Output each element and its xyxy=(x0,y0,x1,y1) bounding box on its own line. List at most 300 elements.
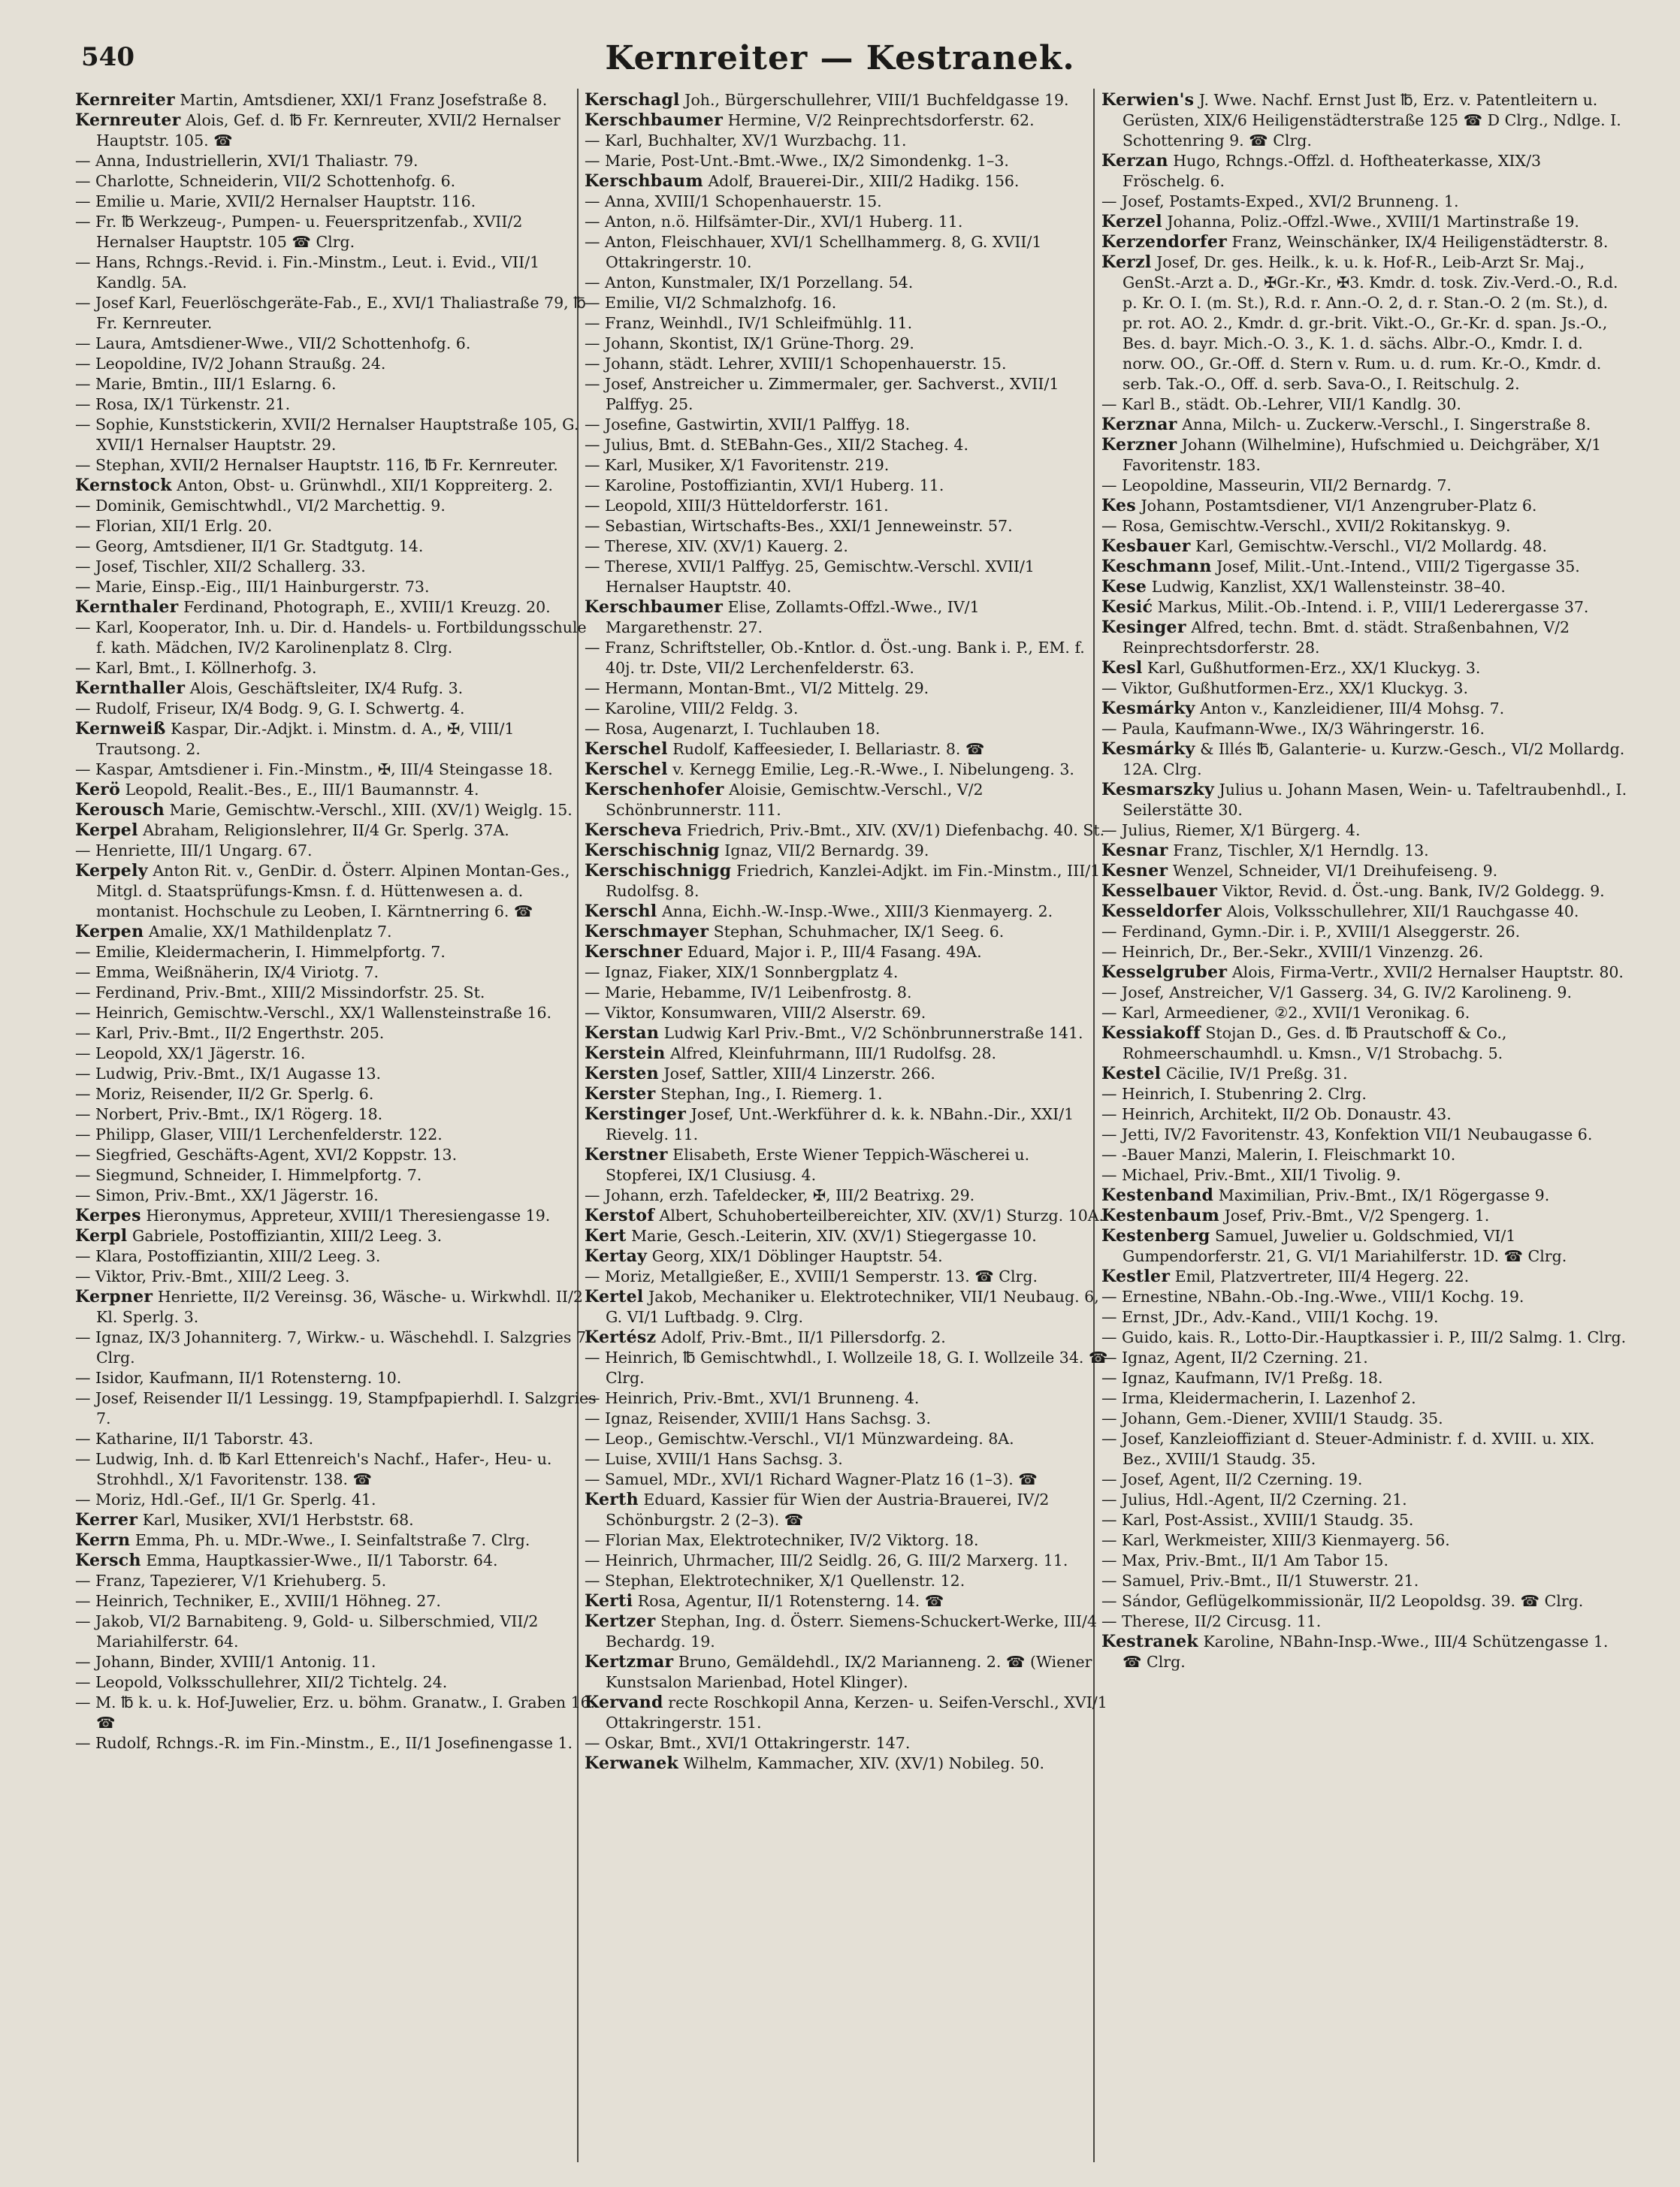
directory-entry xyxy=(585,1206,1110,1226)
directory-entry xyxy=(1101,962,1627,983)
directory-entry xyxy=(75,577,601,597)
entry-text: — Johann, erzh. Tafeldecker, ✠, III/2 Beatrixg. 29. xyxy=(585,1186,975,1204)
directory-entry xyxy=(585,1044,1110,1064)
directory-entry xyxy=(1101,1348,1627,1368)
entry-surname: Kerschbaumer xyxy=(585,597,724,617)
entry-text: — Josef, Anstreicher, V/1 Gasserg. 34, G. IV/2 Karolineng. 9. xyxy=(1101,983,1572,1001)
entry-text: — Julius, Bmt. d. StEBahn-Ges., XII/2 Stacheg. 4. xyxy=(585,436,968,454)
entry-surname: Kesinger xyxy=(1101,618,1186,637)
directory-entry xyxy=(585,415,1110,435)
directory-entry xyxy=(1101,192,1627,212)
entry-surname: Kerpely xyxy=(75,861,148,881)
entry-surname: Kerstein xyxy=(585,1044,666,1063)
entry-surname: Kestler xyxy=(1101,1267,1171,1286)
directory-entry xyxy=(1101,212,1627,232)
entry-text: — Ferdinand, Priv.-Bmt., XIII/2 Missindorfstr. 25. St. xyxy=(75,983,485,1001)
directory-entry xyxy=(585,739,1110,760)
entry-text: — Therese, II/2 Circusg. 11. xyxy=(1101,1612,1322,1630)
entry-text: — Karoline, VIII/2 Feldg. 3. xyxy=(585,699,799,717)
entry-text: — Viktor, Gußhutformen-Erz., XX/1 Kluckyg. 3. xyxy=(1101,679,1468,697)
directory-entry xyxy=(75,1530,601,1551)
directory-entry xyxy=(75,1084,601,1104)
entry-text: Stephan, Ing. d. Österr. Siemens-Schuckert-Werke, III/4 Bechardg. 19. xyxy=(606,1612,1097,1651)
directory-entry xyxy=(585,110,1110,131)
entry-surname: Kes xyxy=(1101,496,1136,515)
directory-entry xyxy=(585,1084,1110,1104)
entry-surname: Kesselbauer xyxy=(1101,881,1218,901)
entry-surname: Kerschmayer xyxy=(585,922,709,941)
directory-entry xyxy=(75,942,601,962)
entry-surname: Kersten xyxy=(585,1064,659,1083)
directory-entry xyxy=(75,171,601,192)
entry-text: — Julius, Hdl.-Agent, II/2 Czerning. 21. xyxy=(1101,1491,1407,1509)
entry-text: — Viktor, Priv.-Bmt., XIII/2 Leeg. 3. xyxy=(75,1267,350,1285)
directory-entry xyxy=(75,983,601,1003)
directory-entry xyxy=(585,1470,1110,1490)
entry-text: — Leopoldine, IV/2 Johann Straußg. 24. xyxy=(75,355,386,373)
directory-entry xyxy=(75,516,601,536)
directory-entry xyxy=(585,334,1110,354)
entry-surname: Kerpl xyxy=(75,1226,128,1246)
entry-text: Markus, Milit.-Ob.-Intend. i. P., VIII/1 Lederergasse 37. xyxy=(1153,598,1589,616)
entry-text: — Samuel, Priv.-Bmt., II/1 Stuwerstr. 21. xyxy=(1101,1572,1419,1590)
entry-text: — Ferdinand, Gymn.-Dir. i. P., XVIII/1 Alseggerstr. 26. xyxy=(1101,923,1521,941)
entry-text: Rudolf, Kaffeesieder, I. Bellariastr. 8. ☎ xyxy=(667,740,985,758)
directory-entry xyxy=(1101,151,1627,192)
entry-text: Ferdinand, Photograph, E., XVIII/1 Kreuzg. 20. xyxy=(178,598,551,616)
entry-surname: Kernreiter xyxy=(75,90,175,110)
directory-entry xyxy=(1101,1084,1627,1104)
entry-text: — Charlotte, Schneiderin, VII/2 Schottenhofg. 6. xyxy=(75,172,456,190)
entry-text: — Ignaz, Reisender, XVIII/1 Hans Sachsg. 3. xyxy=(585,1409,931,1427)
directory-entry xyxy=(75,1145,601,1165)
directory-entry xyxy=(585,1693,1110,1733)
directory-entry xyxy=(1101,881,1627,902)
entry-surname: Kesnar xyxy=(1101,841,1168,860)
entry-surname: Kerpel xyxy=(75,820,138,840)
entry-text: — Johann, Binder, XVIII/1 Antonig. 11. xyxy=(75,1653,376,1671)
entry-text: — Sándor, Geflügelkommissionär, II/2 Leopoldsg. 39. ☎ Clrg. xyxy=(1101,1592,1584,1610)
entry-surname: Kerzendorfer xyxy=(1101,232,1228,252)
entry-surname: Kerschel xyxy=(585,739,668,759)
entry-text: Josef, Dr. ges. Heilk., k. u. k. Hof-R., Leib-Arzt Sr. Maj., GenSt.-Arzt a. D., ✠Gr.-Kr., ✠3. Kmdr. d. tosk. Ziv.-Verd.-O., R.d. p. Kr. O. I. (m. St.), R.d. r. Ann.-O. 2, d. r. Stan.-O. 2 (m. St.), d. pr. rot. AO. 2., Kmdr. d. gr.-brit. Vikt.-O., Gr.-Kr. d. span. Js.-O., Bes. d. bayr. Mich.-O. 3., K. 1. d. sächs. Albr.-O., Kmdr. I. d. norw. OO., Gr.-Off. d. Stern v. Rum. u. d. rum. Kr.-O., Kmdr. d. serb. Tak.-O., Off. d. serb. Sava-O., I. Reitschulg. 2. xyxy=(1123,253,1618,393)
entry-text: Franz, Tischler, X/1 Herndlg. 13. xyxy=(1168,841,1429,859)
directory-entry xyxy=(585,1023,1110,1044)
entry-text: — Heinrich, Gemischtw.-Verschl., XX/1 Wallensteinstraße 16. xyxy=(75,1004,552,1022)
directory-entry xyxy=(585,820,1110,841)
directory-entry xyxy=(1101,658,1627,678)
directory-entry xyxy=(75,1044,601,1064)
entry-text: Alfred, techn. Bmt. d. städt. Straßenbahnen, V/2 Reinprechtsdorferstr. 28. xyxy=(1123,618,1570,657)
entry-text: — Josefine, Gastwirtin, XVII/1 Palffyg. 18. xyxy=(585,415,911,433)
entry-text: — Klara, Postoffiziantin, XIII/2 Leeg. 3. xyxy=(75,1247,381,1265)
entry-text: — Franz, Tapezierer, V/1 Kriehuberg. 5. xyxy=(75,1572,387,1590)
directory-entry xyxy=(585,719,1110,739)
entry-text: recte Roschkopil Anna, Kerzen- u. Seifen-Verschl., XVI/1 Ottakringerstr. 151. xyxy=(606,1693,1107,1732)
directory-entry xyxy=(75,415,601,455)
entry-text: Alois, Firma-Vertr., XVII/2 Hernalser Hauptstr. 80. xyxy=(1227,963,1624,981)
entry-text: — Karoline, Postoffiziantin, XVI/1 Huberg. 11. xyxy=(585,476,944,494)
entry-text: Marie, Gesch.-Leiterin, XIV. (XV/1) Stiegergasse 10. xyxy=(626,1227,1037,1245)
entry-text: — Irma, Kleidermacherin, I. Lazenhof 2. xyxy=(1101,1389,1416,1407)
entry-text: — Ludwig, Inh. d. ℔ Karl Ettenreich's Nachf., Hafer-, Heu- u. Strohhdl., X/1 Favoritenstr. 138. ☎ xyxy=(75,1450,552,1488)
entry-text: — Hans, Rchngs.-Revid. i. Fin.-Minstm., Leut. i. Evid., VII/1 Kandlg. 5A. xyxy=(75,253,540,291)
entry-text: — M. ℔ k. u. k. Hof-Juwelier, Erz. u. böhm. Granatw., I. Graben 16. ☎ xyxy=(75,1693,596,1732)
directory-entry xyxy=(1101,820,1627,841)
entry-surname: Kerpes xyxy=(75,1206,141,1225)
entry-surname: Kese xyxy=(1101,577,1147,597)
entry-text: Anton, Obst- u. Grünwhdl., XII/1 Koppreiterg. 2. xyxy=(171,476,554,494)
directory-entry xyxy=(585,90,1110,110)
entry-text: Elisabeth, Erste Wiener Teppich-Wäscherei u. Stopferei, IX/1 Clusiusg. 4. xyxy=(606,1146,1030,1184)
directory-entry xyxy=(75,1206,601,1226)
entry-surname: Kerster xyxy=(585,1084,656,1104)
entry-text: — Franz, Weinhdl., IV/1 Schleifmühlg. 11. xyxy=(585,314,913,332)
entry-surname: Kerth xyxy=(585,1490,639,1509)
entry-surname: Kesner xyxy=(1101,861,1168,881)
entry-text: Bruno, Gemäldehdl., IX/2 Marianneng. 2. ☎ (Wiener Kunstsalon Marienbad, Hotel Klinger). xyxy=(606,1653,1092,1691)
entry-text: — Samuel, MDr., XVI/1 Richard Wagner-Platz 16 (1–3). ☎ xyxy=(585,1470,1038,1488)
directory-entry xyxy=(1101,415,1627,435)
entry-text: Johann, Postamtsdiener, VI/1 Anzengruber-Platz 6. xyxy=(1135,497,1537,515)
directory-entry xyxy=(585,293,1110,313)
entry-surname: Kerstner xyxy=(585,1145,668,1164)
entry-text: — Norbert, Priv.-Bmt., IX/1 Rögerg. 18. xyxy=(75,1105,383,1123)
directory-entry xyxy=(585,557,1110,597)
entry-surname: Kertész xyxy=(585,1328,657,1347)
entry-text: — Ignaz, IX/3 Johanniterg. 7, Wirkw.- u. Wäschehdl. I. Salzgries 7. Clrg. xyxy=(75,1328,591,1367)
directory-entry xyxy=(75,90,601,110)
entry-surname: Kert xyxy=(585,1226,627,1246)
directory-entry xyxy=(1101,1632,1627,1672)
entry-text: J. Wwe. Nachf. Ernst Just ℔, Erz. v. Patentleitern u. Gerüsten, XIX/6 Heiligenstädterstraße 125 ☎ D Clrg., Ndlge. I. Schottenring 9. ☎ Clrg. xyxy=(1123,91,1621,150)
directory-entry xyxy=(585,861,1110,902)
directory-entry xyxy=(585,699,1110,719)
entry-text: — Josef, Kanzleioffiziant d. Steuer-Administr. f. d. XVIII. u. XIX. Bez., XVIII/1 Staudg. 35. xyxy=(1101,1430,1595,1468)
directory-entry xyxy=(1101,1003,1627,1023)
directory-entry xyxy=(585,1733,1110,1754)
directory-entry xyxy=(75,1267,601,1287)
entry-text: — Sophie, Kunststickerin, XVII/2 Hernalser Hauptstraße 105, G. XVII/1 Hernalser Hauptstr. 29. xyxy=(75,415,579,454)
directory-entry xyxy=(75,658,601,678)
entry-surname: Kerznar xyxy=(1101,415,1177,434)
directory-entry xyxy=(585,212,1110,232)
entry-text: — Simon, Priv.-Bmt., XX/1 Jägerstr. 16. xyxy=(75,1186,379,1204)
directory-entry xyxy=(1101,1145,1627,1165)
entry-surname: Kernthaller xyxy=(75,678,186,698)
directory-entry xyxy=(585,536,1110,557)
directory-entry xyxy=(1101,516,1627,536)
entry-text: Ludwig Karl Priv.-Bmt., V/2 Schönbrunnerstraße 141. xyxy=(659,1024,1083,1042)
directory-entry xyxy=(75,841,601,861)
entry-text: Emil, Platzvertreter, III/4 Hegerg. 22. xyxy=(1170,1267,1470,1285)
entry-surname: Kersch xyxy=(75,1551,141,1570)
column-3 xyxy=(1101,90,1627,2171)
entry-text: Hermine, V/2 Reinprechtsdorferstr. 62. xyxy=(723,111,1035,129)
entry-text: — Marie, Hebamme, IV/1 Leibenfrostg. 8. xyxy=(585,983,912,1001)
entry-surname: Kestenband xyxy=(1101,1186,1214,1205)
directory-entry xyxy=(1101,699,1627,719)
entry-text: — Heinrich, I. Stubenring 2. Clrg. xyxy=(1101,1085,1367,1103)
directory-entry xyxy=(585,1186,1110,1206)
entry-text: — Leopold, XX/1 Jägerstr. 16. xyxy=(75,1044,306,1062)
entry-text: Johann (Wilhelmine), Hufschmied u. Deichgräber, X/1 Favoritenstr. 183. xyxy=(1123,436,1602,474)
entry-surname: Kerscheva xyxy=(585,820,682,840)
directory-entry xyxy=(1101,678,1627,699)
directory-entry xyxy=(75,536,601,557)
entry-text: — Viktor, Konsumwaren, VIII/2 Alserstr. 69. xyxy=(585,1004,926,1022)
directory-entry xyxy=(75,1226,601,1246)
entry-surname: Kerschl xyxy=(585,902,657,921)
directory-entry xyxy=(585,1571,1110,1591)
directory-entry xyxy=(75,394,601,415)
entry-surname: Kesselgruber xyxy=(1101,962,1228,982)
entry-text: — Ludwig, Priv.-Bmt., IX/1 Augasse 13. xyxy=(75,1065,382,1083)
entry-text: — Isidor, Kaufmann, II/1 Rotensterng. 10. xyxy=(75,1369,402,1387)
entry-text: — Georg, Amtsdiener, II/1 Gr. Stadtgutg. 14. xyxy=(75,537,424,555)
directory-entry xyxy=(75,861,601,922)
directory-entry xyxy=(75,1551,601,1571)
entry-text: — Leopoldine, Masseurin, VII/2 Bernardg. 7. xyxy=(1101,476,1452,494)
entry-text: Hieronymus, Appreteur, XVIII/1 Theresiengasse 19. xyxy=(141,1207,551,1225)
directory-entry xyxy=(1101,90,1627,151)
directory-entry xyxy=(75,1449,601,1490)
entry-text: & Illés ℔, Galanterie- u. Kurzw.-Gesch., VI/2 Mollardg. 12A. Clrg. xyxy=(1123,740,1625,778)
entry-text: — Siegfried, Geschäfts-Agent, XVI/2 Koppstr. 13. xyxy=(75,1146,458,1164)
directory-entry xyxy=(1101,1551,1627,1571)
entry-text: Alois, Gef. d. ℔ Fr. Kernreuter, XVII/2 Hernalser Hauptstr. 105. ☎ xyxy=(96,111,561,150)
entry-text: — Therese, XVII/1 Palffyg. 25, Gemischtw.-Verschl. XVII/1 Hernalser Hauptstr. 40. xyxy=(585,557,1035,596)
directory-entry xyxy=(585,597,1110,638)
entry-surname: Kerö xyxy=(75,780,121,799)
directory-entry xyxy=(585,1490,1110,1530)
entry-text: — Julius, Riemer, X/1 Bürgerg. 4. xyxy=(1101,821,1361,839)
entry-surname: Kertel xyxy=(585,1287,644,1306)
entry-text: Kaspar, Dir.-Adjkt. i. Minstm. d. A., ✠, VIII/1 Trautsong. 2. xyxy=(96,720,515,758)
directory-entry xyxy=(585,131,1110,151)
directory-entry xyxy=(75,1429,601,1449)
directory-entry xyxy=(585,1267,1110,1287)
directory-entry xyxy=(585,1226,1110,1246)
entry-text: — Karl, Armeediener, ②2., XVII/1 Veronikag. 6. xyxy=(1101,1004,1470,1022)
entry-text: — Karl, Bmt., I. Köllnerhofg. 3. xyxy=(75,659,317,677)
entry-text: — Dominik, Gemischtwhdl., VI/2 Marchettig. 9. xyxy=(75,497,446,515)
entry-surname: Kesmárky xyxy=(1101,699,1195,718)
entry-surname: Kestenberg xyxy=(1101,1226,1210,1246)
entry-text: Cäcilie, IV/1 Preßg. 31. xyxy=(1161,1065,1348,1083)
directory-entry xyxy=(585,1104,1110,1145)
entry-text: Franz, Weinschänker, IX/4 Heiligenstädterstr. 8. xyxy=(1227,233,1609,251)
entry-text: Stephan, Schuhmacher, IX/1 Seeg. 6. xyxy=(709,923,1005,941)
entry-surname: Kertzer xyxy=(585,1612,656,1631)
entry-text: Emma, Hauptkassier-Wwe., II/1 Taborstr. 64. xyxy=(141,1551,498,1569)
entry-text: Maximilian, Priv.-Bmt., IX/1 Rögergasse 9. xyxy=(1213,1186,1550,1204)
directory-entry xyxy=(1101,536,1627,557)
entry-text: — Karl B., städt. Ob.-Lehrer, VII/1 Kandlg. 30. xyxy=(1101,395,1461,413)
directory-entry xyxy=(75,1490,601,1510)
directory-entry xyxy=(1101,597,1627,618)
directory-entry xyxy=(1101,1165,1627,1186)
entry-text: Karoline, NBahn-Insp.-Wwe., III/4 Schützengasse 1. ☎ Clrg. xyxy=(1123,1633,1609,1671)
entry-text: Jakob, Mechaniker u. Elektrotechniker, VII/1 Neubaug. 6, G. VI/1 Luftbadg. 9. Clrg. xyxy=(606,1288,1099,1326)
entry-surname: Kesić xyxy=(1101,597,1153,617)
directory-entry xyxy=(585,1449,1110,1470)
directory-entry xyxy=(585,232,1110,273)
entry-text: Viktor, Revid. d. Öst.-ung. Bank, IV/2 Goldegg. 9. xyxy=(1217,882,1605,900)
entry-surname: Kerschenhofer xyxy=(585,780,724,799)
directory-entry xyxy=(1101,739,1627,780)
entry-text: Albert, Schuhoberteilbereichter, XIV. (XV/1) Sturzg. 10A. xyxy=(654,1207,1104,1225)
entry-text: — Karl, Buchhalter, XV/1 Wurzbachg. 11. xyxy=(585,131,907,150)
entry-surname: Kesmárky xyxy=(1101,739,1195,759)
entry-text: — Florian Max, Elektrotechniker, IV/2 Viktorg. 18. xyxy=(585,1531,979,1549)
directory-entry xyxy=(585,780,1110,820)
directory-entry xyxy=(1101,557,1627,577)
entry-text: Aloisie, Gemischtw.-Verschl., V/2 Schönbrunnerstr. 111. xyxy=(606,781,984,819)
directory-entry xyxy=(75,293,601,334)
entry-text: Johanna, Poliz.-Offzl.-Wwe., XVIII/1 Martinstraße 19. xyxy=(1162,213,1579,231)
entry-text: Ludwig, Kanzlist, XX/1 Wallensteinstr. 38–40. xyxy=(1147,578,1506,596)
directory-entry xyxy=(75,719,601,760)
entry-text: — Paula, Kaufmann-Wwe., IX/3 Währingerstr. 16. xyxy=(1101,720,1485,738)
entry-text: — Josef, Agent, II/2 Czerning. 19. xyxy=(1101,1470,1363,1488)
entry-surname: Kestranek xyxy=(1101,1632,1198,1651)
entry-text: — Katharine, II/1 Taborstr. 43. xyxy=(75,1430,314,1448)
entry-text: — Therese, XIV. (XV/1) Kauerg. 2. xyxy=(585,537,848,555)
directory-entry xyxy=(1101,1571,1627,1591)
directory-entry xyxy=(75,780,601,800)
directory-entry xyxy=(75,496,601,516)
directory-entry xyxy=(75,962,601,983)
directory-entry xyxy=(1101,1388,1627,1409)
directory-entry xyxy=(75,1064,601,1084)
directory-entry xyxy=(75,192,601,212)
entry-text: Wenzel, Schneider, VI/1 Dreihufeiseng. 9. xyxy=(1168,862,1498,880)
entry-text: — Leopold, XIII/3 Hütteldorferstr. 161. xyxy=(585,497,889,515)
directory-entry xyxy=(585,151,1110,171)
directory-entry xyxy=(75,252,601,293)
directory-entry xyxy=(1101,1470,1627,1490)
entry-surname: Kerstinger xyxy=(585,1104,687,1124)
entry-text: — Oskar, Bmt., XVI/1 Ottakringerstr. 147. xyxy=(585,1734,911,1752)
entry-surname: Kerpen xyxy=(75,922,144,941)
entry-text: Josef, Unt.-Werkführer d. k. k. NBahn.-Dir., XXI/1 Rievelg. 11. xyxy=(606,1105,1074,1143)
entry-surname: Kerstan xyxy=(585,1023,660,1043)
directory-entry xyxy=(585,1612,1110,1652)
entry-surname: Kerousch xyxy=(75,800,165,820)
entry-text: — Heinrich, ℔ Gemischtwhdl., I. Wollzeile 18, G. I. Wollzeile 34. ☎ Clrg. xyxy=(585,1349,1108,1387)
directory-entry xyxy=(1101,1186,1627,1206)
entry-text: — Emilie, VI/2 Schmalzhofg. 16. xyxy=(585,294,837,312)
entry-text: — Emilie u. Marie, XVII/2 Hernalser Hauptstr. 116. xyxy=(75,192,476,210)
directory-entry xyxy=(75,476,601,496)
directory-entry xyxy=(75,678,601,699)
entry-text: — Florian, XII/1 Erlg. 20. xyxy=(75,517,273,535)
entry-text: Ignaz, VII/2 Bernardg. 39. xyxy=(719,841,929,859)
directory-entry xyxy=(1101,232,1627,252)
entry-text: — Luise, XVIII/1 Hans Sachsg. 3. xyxy=(585,1450,843,1468)
entry-surname: Kerschischnig xyxy=(585,841,720,860)
directory-entry xyxy=(585,678,1110,699)
directory-entry xyxy=(585,273,1110,293)
entry-text: — -Bauer Manzi, Malerin, I. Fleischmarkt 10. xyxy=(1101,1146,1456,1164)
entry-text: — Stephan, XVII/2 Hernalser Hauptstr. 116, ℔ Fr. Kernreuter. xyxy=(75,456,558,474)
entry-surname: Kerzl xyxy=(1101,252,1152,272)
entry-text: — Ignaz, Fiaker, XIX/1 Sonnbergplatz 4. xyxy=(585,963,899,981)
entry-text: Adolf, Brauerei-Dir., XIII/2 Hadikg. 156. xyxy=(703,172,1020,190)
directory-entry xyxy=(585,1409,1110,1429)
entry-text: — Max, Priv.-Bmt., II/1 Am Tabor 15. xyxy=(1101,1551,1388,1569)
entry-surname: Kesbauer xyxy=(1101,536,1191,556)
page-header xyxy=(60,39,1620,83)
entry-text: — Kaspar, Amtsdiener i. Fin.-Minstm., ✠, III/4 Steingasse 18. xyxy=(75,760,553,778)
directory-entry xyxy=(75,212,601,252)
directory-entry xyxy=(1101,983,1627,1003)
entry-text: Stojan D., Ges. d. ℔ Prautschoff & Co., Rohmeerschaumhdl. u. Kmsn., V/1 Strobachg. 5. xyxy=(1123,1024,1507,1062)
directory-entry xyxy=(585,455,1110,476)
entry-text: — Karl, Kooperator, Inh. u. Dir. d. Handels- u. Fortbildungsschule f. kath. Mädchen, IV/2 Karolinenplatz 8. Clrg. xyxy=(75,618,587,657)
entry-text: — Anton, Kunstmaler, IX/1 Porzellang. 54. xyxy=(585,273,914,291)
entry-text: — Josef Karl, Feuerlöschgeräte-Fab., E., XVI/1 Thaliastraße 79, ℔ Fr. Kernreuter. xyxy=(75,294,586,332)
entry-text: Elise, Zollamts-Offzl.-Wwe., IV/1 Margarethenstr. 27. xyxy=(606,598,980,636)
directory-entry xyxy=(1101,1064,1627,1084)
entry-surname: Kerschner xyxy=(585,942,683,962)
entry-text: — Guido, kais. R., Lotto-Dir.-Hauptkassier i. P., III/2 Salmg. 1. Clrg. xyxy=(1101,1328,1627,1346)
entry-text: Georg, XIX/1 Döblinger Hauptstr. 54. xyxy=(647,1247,943,1265)
entry-text: Abraham, Religionslehrer, II/4 Gr. Sperlg. 37A. xyxy=(137,821,509,839)
entry-surname: Kerpner xyxy=(75,1287,153,1306)
directory-entry xyxy=(75,110,601,151)
directory-entry xyxy=(585,841,1110,861)
entry-surname: Kernstock xyxy=(75,476,172,495)
directory-entry xyxy=(1101,394,1627,415)
entry-surname: Kernthaler xyxy=(75,597,179,617)
entry-text: Anton Rit. v., GenDir. d. Österr. Alpinen Montan-Ges., Mitgl. d. Staatsprüfungs-Kmsn. f. d. Hüttenwesen a. d. montanist. Hochschule zu Leoben, I. Kärntnerring 6. ☎ xyxy=(96,862,570,920)
entry-surname: Kesseldorfer xyxy=(1101,902,1222,921)
entry-text: Josef, Milit.-Unt.-Intend., VIII/2 Tigergasse 35. xyxy=(1211,557,1580,575)
directory-entry xyxy=(585,435,1110,455)
entry-text: — Moriz, Reisender, II/2 Gr. Sperlg. 6. xyxy=(75,1085,374,1103)
entry-text: — Josef, Anstreicher u. Zimmermaler, ger. Sachverst., XVII/1 Palffyg. 25. xyxy=(585,375,1059,413)
entry-text: — Karl, Werkmeister, XIII/3 Kienmayerg. 56. xyxy=(1101,1531,1450,1549)
directory-entry xyxy=(585,192,1110,212)
column-2 xyxy=(585,90,1110,2171)
entry-text: v. Kernegg Emilie, Leg.-R.-Wwe., I. Nibelungeng. 3. xyxy=(667,760,1074,778)
entry-text: Eduard, Kassier für Wien der Austria-Brauerei, IV/2 Schönburgstr. 2 (2–3). ☎ xyxy=(606,1491,1050,1529)
entry-text: Eduard, Major i. P., III/4 Fasang. 49A. xyxy=(682,943,982,961)
entry-text: Josef, Priv.-Bmt., V/2 Spengerg. 1. xyxy=(1219,1207,1490,1225)
directory-entry xyxy=(1101,1510,1627,1530)
entry-surname: Kerschischnigg xyxy=(585,861,732,881)
entry-text: — Moriz, Hdl.-Gef., II/1 Gr. Sperlg. 41. xyxy=(75,1491,376,1509)
directory-entry xyxy=(75,374,601,394)
entry-text: — Franz, Schriftsteller, Ob.-Kntlor. d. Öst.-ung. Bank i. P., EM. f. 40j. tr. Dste, VII/2 Lerchenfelderstr. 63. xyxy=(585,639,1085,677)
entry-text: — Karl, Musiker, X/1 Favoritenstr. 219. xyxy=(585,456,890,474)
entry-text: Friedrich, Priv.-Bmt., XIV. (XV/1) Diefenbachg. 40. St. xyxy=(681,821,1105,839)
directory-entry xyxy=(75,699,601,719)
entry-text: — Johann, Gem.-Diener, XVIII/1 Staudg. 35. xyxy=(1101,1409,1443,1427)
entry-surname: Kerwien's xyxy=(1101,90,1195,110)
directory-entry xyxy=(75,1652,601,1672)
directory-entry xyxy=(585,1003,1110,1023)
column-1 xyxy=(75,90,601,2171)
directory-entry xyxy=(75,1368,601,1388)
entry-surname: Kestel xyxy=(1101,1064,1162,1083)
entry-surname: Kerrn xyxy=(75,1530,131,1550)
entry-surname: Kerzan xyxy=(1101,151,1168,171)
directory-entry xyxy=(585,1591,1110,1612)
entry-text: Anna, Eichh.-W.-Insp.-Wwe., XIII/3 Kienmayerg. 2. xyxy=(657,902,1053,920)
